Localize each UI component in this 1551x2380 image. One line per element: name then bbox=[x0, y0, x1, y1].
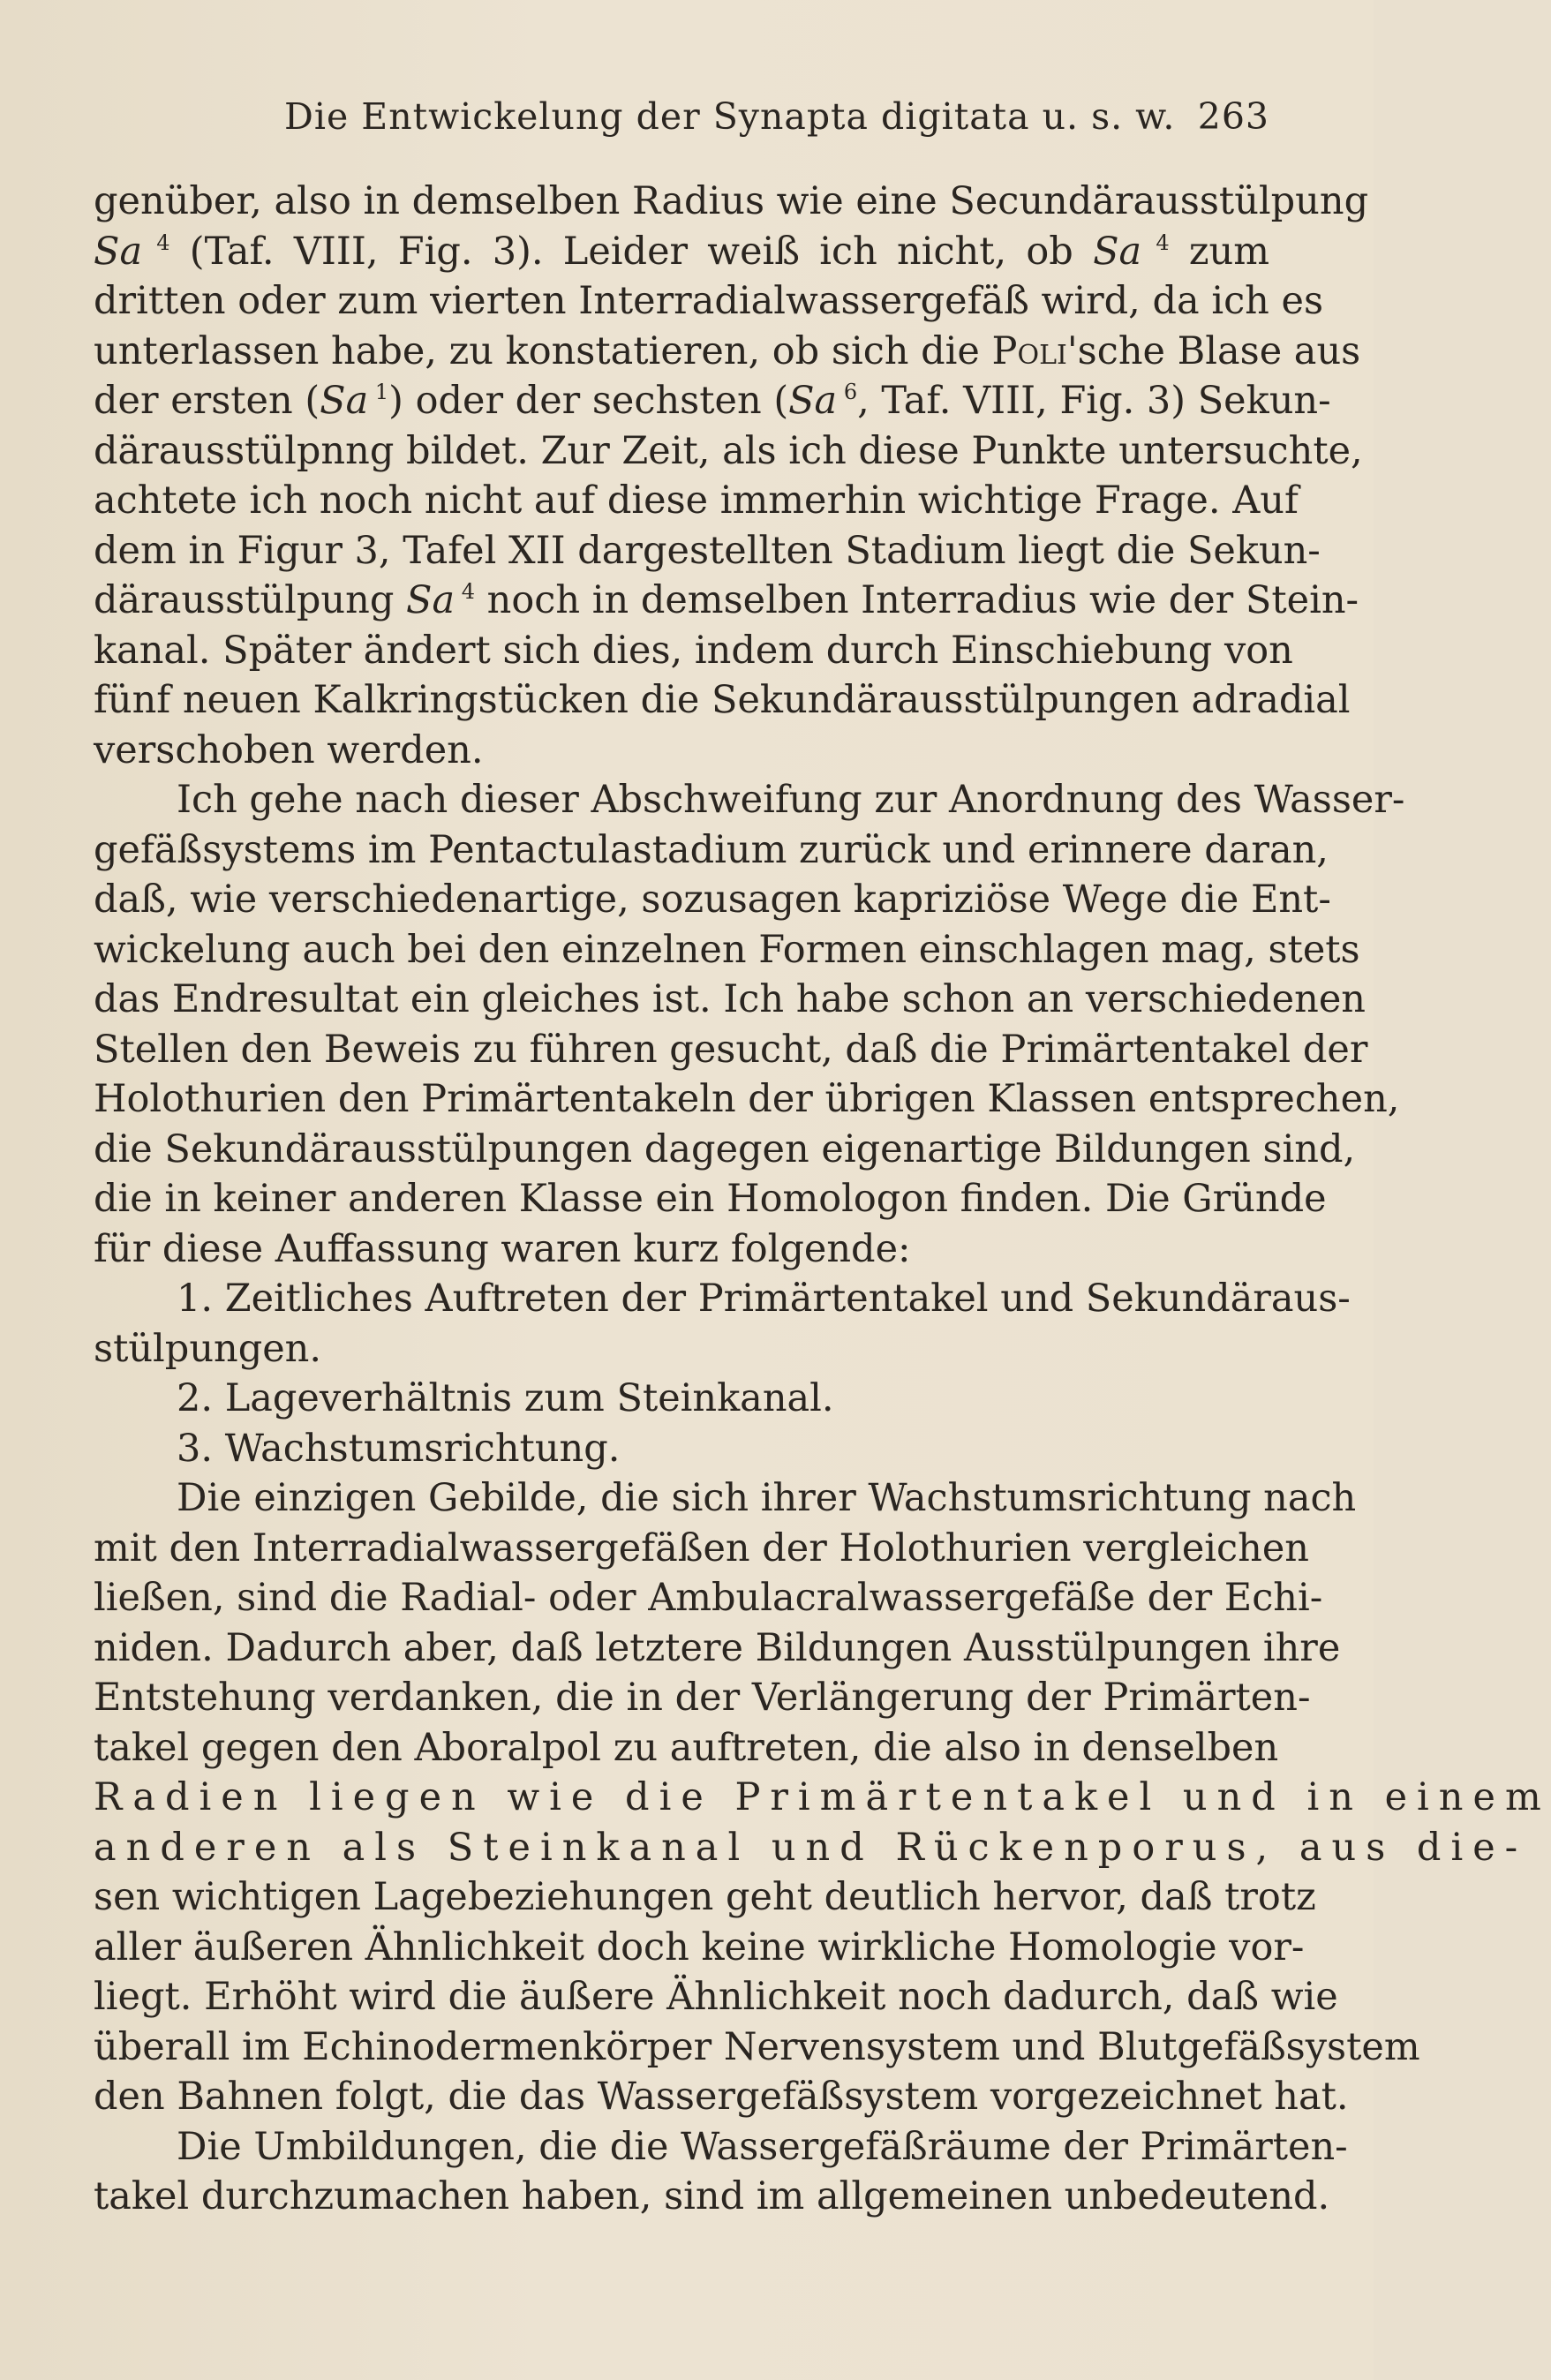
text-line: wickelung auch bei den einzelnen Formen einschlagen mag, stets bbox=[94, 927, 1360, 972]
text-line: 2. Lageverhältnis zum Steinkanal. bbox=[177, 1376, 834, 1420]
text-line: anderen als Steinkanal und Rückenporus, aus die- bbox=[94, 1825, 1528, 1870]
text-line: 3. Wachstumsrichtung. bbox=[177, 1426, 621, 1471]
text-line: aller äußeren Ähnlichkeit doch keine wirkliche Homologie vor- bbox=[94, 1924, 1305, 1970]
text-line: achtete ich noch nicht auf diese immerhin wichtige Frage. Auf bbox=[94, 478, 1299, 523]
running-title: Die Entwickelung der Synapta digitata u. s. w. bbox=[284, 95, 1176, 138]
text-line: Radien liegen wie die Primärtentakel und in einem bbox=[94, 1775, 1551, 1819]
text-line: kanal. Später ändert sich dies, indem durch Einschiebung von bbox=[94, 628, 1293, 673]
body-text bbox=[94, 177, 1551, 2222]
text-line: 1. Zeitliches Auftreten der Primärtentakel und Sekundäraus- bbox=[177, 1277, 1351, 1321]
text-line: dritten oder zum vierten Interradialwassergefäß wird, da ich es bbox=[94, 279, 1324, 323]
text-line: takel gegen den Aboralpol zu auftreten, die also in denselben bbox=[94, 1725, 1279, 1770]
text-line: sen wichtigen Lagebeziehungen geht deutlich hervor, daß trotz bbox=[94, 1875, 1316, 1919]
text-line: niden. Dadurch aber, daß letztere Bildungen Ausstülpungen ihre bbox=[94, 1625, 1341, 1670]
page-header bbox=[94, 95, 1269, 145]
page-number: 263 bbox=[1197, 95, 1269, 138]
text-line: ließen, sind die Radial- oder Ambulacralwassergefäße der Echi- bbox=[94, 1576, 1323, 1620]
text-line: verschoben werden. bbox=[94, 727, 484, 772]
text-line: unterlassen habe, zu konstatieren, ob sich die Poli'sche Blase aus bbox=[94, 328, 1361, 373]
text-line: daß, wie verschiedenartige, sozusagen kapriziöse Wege die Ent- bbox=[94, 877, 1331, 922]
text-line: gefäßsystems im Pentactulastadium zurück und erinnere daran, bbox=[94, 827, 1329, 872]
text-line: därausstülpung Sa $^4$ noch in demselben Interradius wie der Stein- bbox=[94, 578, 1359, 622]
text-line: überall im Echinodermenkörper Nervensystem und Blutgefäßsystem bbox=[94, 2024, 1420, 2069]
text-line: Die Umbildungen, die die Wassergefäßräume der Primärten- bbox=[177, 2124, 1348, 2169]
text-line: die in keiner anderen Klasse ein Homologon finden. Die Gründe bbox=[94, 1177, 1327, 1221]
text-line: stülpungen. bbox=[94, 1326, 322, 1371]
text-line: takel durchzumachen haben, sind im allgemeinen unbedeutend. bbox=[94, 2174, 1330, 2218]
text-line: Holothurien den Primärtentakeln der übrigen Klassen entsprechen, bbox=[94, 1077, 1400, 1121]
text-line: dem in Figur 3, Tafel XII dargestellten Stadium liegt die Sekun- bbox=[94, 528, 1321, 573]
text-line: das Endresultat ein gleiches ist. Ich habe schon an verschiedenen bbox=[94, 977, 1366, 1021]
text-line: Sa $^4$ (Taf. VIII, Fig. 3). Leider weiß ich nicht, ob Sa $^4$ zum bbox=[94, 229, 1269, 274]
text-line: die Sekundärausstülpungen dagegen eigenartige Bildungen sind, bbox=[94, 1126, 1356, 1171]
text-line: mit den Interradialwassergefäßen der Holothurien vergleichen bbox=[94, 1525, 1309, 1570]
text-line: fünf neuen Kalkringstücken die Sekundärausstülpungen adradial bbox=[94, 678, 1351, 722]
text-line: genüber, also in demselben Radius wie eine Secundärausstülpung bbox=[94, 179, 1369, 223]
text-line: Die einzigen Gebilde, die sich ihrer Wachstumsrichtung nach bbox=[177, 1476, 1357, 1520]
text-line: Ich gehe nach dieser Abschweifung zur Anordnung des Wasser- bbox=[177, 778, 1405, 822]
text-line: Entstehung verdanken, die in der Verlängerung der Primärten- bbox=[94, 1676, 1311, 1720]
text-line: Stellen den Beweis zu führen gesucht, daß die Primärtentakel der bbox=[94, 1027, 1368, 1072]
text-line: der ersten (Sa $^1$) oder der sechsten (Sa $^6$, Taf. VIII, Fig. 3) Sekun- bbox=[94, 379, 1331, 423]
text-line: liegt. Erhöht wird die äußere Ähnlichkeit noch dadurch, daß wie bbox=[94, 1975, 1338, 2019]
text-line: därausstülpnng bildet. Zur Zeit, als ich diese Punkte untersuchte, bbox=[94, 428, 1363, 473]
text-line: den Bahnen folgt, die das Wassergefäßsystem vorgezeichnet hat. bbox=[94, 2075, 1349, 2119]
text-line: für diese Auffassung waren kurz folgende: bbox=[94, 1226, 911, 1271]
